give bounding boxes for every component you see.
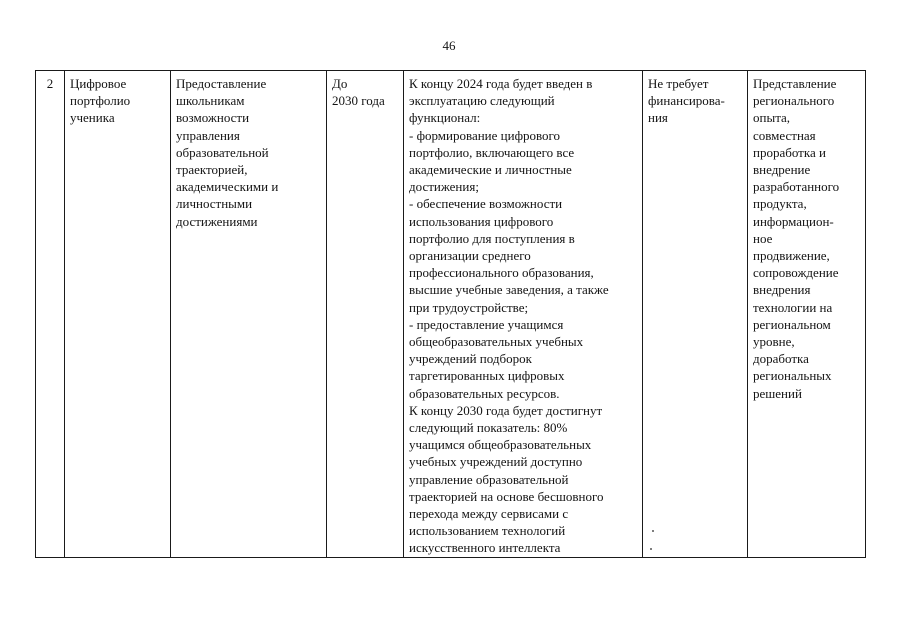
- description-line: образовательной: [176, 144, 269, 160]
- result-line: К концу 2030 года будет достигнут: [409, 402, 603, 418]
- deadline-line: До: [332, 76, 348, 91]
- expected-result-cell: [404, 71, 643, 558]
- description-cell: [171, 71, 327, 558]
- description-line: школьникам: [176, 93, 245, 109]
- regional-role-line: внедрение: [753, 162, 811, 178]
- result-line: учащимся общеобразовательных: [409, 437, 592, 453]
- regional-role-cell: [748, 71, 866, 558]
- regional-role-line: опыта,: [753, 110, 791, 126]
- description-line: академическими и: [176, 179, 279, 195]
- scan-speck: [652, 530, 654, 532]
- measure-name-line: ученика: [70, 110, 115, 126]
- table-row: [36, 71, 866, 558]
- result-line: функционал:: [409, 110, 481, 126]
- result-line: К концу 2024 года будет введен в: [409, 76, 593, 91]
- result-line: академические и личностные: [409, 162, 572, 178]
- regional-role-line: совместная: [753, 127, 816, 143]
- description-line: достижениями: [176, 213, 258, 229]
- financing-line: Не требует: [648, 76, 709, 91]
- deadline-cell: [327, 71, 404, 558]
- result-line: организации среднего: [409, 248, 531, 264]
- result-line: - формирование цифрового: [409, 127, 561, 143]
- result-line: учреждений подборок: [409, 351, 532, 367]
- row-number-cell: [36, 71, 65, 558]
- result-line: управление образовательной: [409, 471, 569, 487]
- regional-role-line: разработанного: [753, 179, 840, 195]
- regional-role-line: региональных: [753, 368, 832, 384]
- result-line: искусственного интеллекта: [409, 540, 561, 556]
- financing-line: ния: [648, 110, 668, 126]
- result-line: профессионального образования,: [409, 265, 594, 281]
- regional-role-line: регионального: [753, 93, 835, 109]
- regional-role-line: информацион-: [753, 213, 834, 229]
- result-line: таргетированных цифровых: [409, 368, 565, 384]
- regional-role-line: продукта,: [753, 196, 807, 212]
- result-line: образовательных ресурсов.: [409, 385, 560, 401]
- regional-role-line: проработка и: [753, 144, 826, 160]
- regional-role-line: ное: [753, 230, 773, 246]
- regional-role-line: сопровождение: [753, 265, 839, 281]
- page-number: 46: [442, 38, 456, 53]
- regional-role-line: уровне,: [753, 334, 795, 350]
- regional-role-line: продвижение,: [753, 248, 830, 264]
- result-line: общеобразовательных учебных: [409, 334, 584, 350]
- measure-name-line: портфолио: [70, 93, 131, 109]
- result-line: эксплуатацию следующий: [409, 93, 555, 109]
- result-line: перехода между сервисами с: [409, 506, 569, 522]
- result-line: - обеспечение возможности: [409, 196, 563, 212]
- result-line: учебных учреждений доступно: [409, 454, 583, 470]
- measure-name-cell: [65, 71, 171, 558]
- result-line: достижения;: [409, 179, 479, 195]
- result-line: высшие учебные заведения, а также: [409, 282, 609, 298]
- regional-role-line: региональном: [753, 316, 831, 332]
- scan-speck: [650, 548, 652, 550]
- measures-table: [35, 70, 866, 558]
- description-line: управления: [176, 127, 240, 143]
- result-line: траекторией на основе бесшовного: [409, 488, 604, 504]
- regional-role-line: решений: [753, 385, 802, 401]
- result-line: портфолио, включающего все: [409, 144, 575, 160]
- deadline-line: 2030 года: [332, 93, 385, 109]
- result-line: при трудоустройстве;: [409, 299, 529, 315]
- result-line: следующий показатель: 80%: [409, 420, 568, 436]
- description-line: Предоставление: [176, 76, 267, 91]
- measure-name-line: Цифровое: [70, 76, 127, 91]
- description-line: личностными: [176, 196, 253, 212]
- regional-role-line: доработка: [753, 351, 809, 367]
- description-line: траекторией,: [176, 162, 248, 178]
- financing-cell: [643, 71, 748, 558]
- result-line: использования цифрового: [409, 213, 554, 229]
- financing-line: финансирова-: [648, 93, 725, 109]
- result-line: - предоставление учащимся: [409, 316, 564, 332]
- regional-role-line: внедрения: [753, 282, 811, 298]
- row-number: 2: [46, 76, 54, 91]
- regional-role-line: Представление: [753, 76, 837, 91]
- result-line: портфолио для поступления в: [409, 230, 575, 246]
- regional-role-line: технологии на: [753, 299, 833, 315]
- description-line: возможности: [176, 110, 250, 126]
- result-line: использованием технологий: [409, 523, 566, 539]
